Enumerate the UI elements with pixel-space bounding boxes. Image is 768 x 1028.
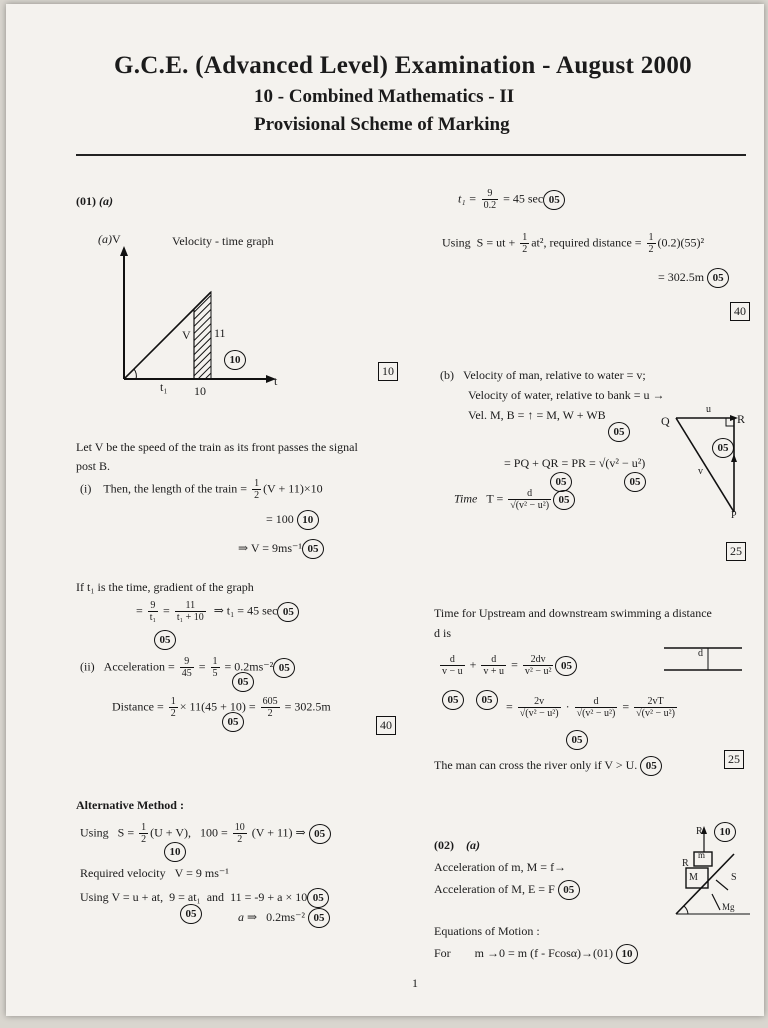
tri-u: u	[706, 404, 711, 415]
mark-dist: 05	[222, 712, 244, 732]
mark-acc2: 05	[232, 672, 254, 692]
upstream-text2: d is	[434, 626, 452, 640]
part-b-line2: Velocity of water, relative to bank = u →	[468, 388, 665, 402]
gradient-eq: = $\frac{9}{\text{t₁}}$ = $\frac{11}{\text{t₁ + 10}}$ ⇒ t₁ = 45 sec 05	[136, 600, 299, 623]
for-eq: For m →0 = m (f - Fcosα)→(01) 10	[434, 944, 638, 964]
mark-u2: 05	[180, 904, 202, 924]
fig-M: M	[689, 872, 698, 883]
tri-q: Q	[661, 414, 670, 428]
cross-condition: The man can cross the river only if V > U. 05	[434, 756, 662, 776]
velocity-triangle	[668, 412, 748, 522]
graph-t1-label: t₁	[160, 380, 168, 394]
part-b-line1: (b) Velocity of man, relative to water = v;	[440, 368, 646, 382]
acceleration: (ii) Acceleration = $\frac{9}{45}$ = $\frac{1}{5}$ = 0.2ms⁻² 05	[80, 656, 295, 679]
acc-m: Acceleration of m, M = f→	[434, 860, 567, 874]
a-result: a ⇒ 0.2ms⁻² 05	[238, 908, 330, 928]
box-mark-40-left: 40	[376, 716, 396, 735]
river-diagram	[662, 644, 746, 676]
box-mark-25b: 25	[724, 750, 744, 769]
box-mark-10: 10	[378, 362, 398, 381]
wedge-diagram	[664, 824, 754, 924]
eq-v: ⇒ V = 9ms⁻¹ 05	[238, 539, 324, 559]
alt-method-title: Alternative Method :	[76, 798, 184, 812]
mark-pq2: 05	[624, 472, 646, 492]
upstream-text1: Time for Upstream and downstream swimming a distance	[434, 606, 712, 620]
graph-title: Velocity - time graph	[172, 234, 274, 248]
part-i: (i) Then, the length of the train = $\frac{1}{2}$ (V + 11)×10	[80, 478, 323, 501]
using-s: Using S = ut + $\frac{1}{2}$ at², required distance = $\frac{1}{2}$ (0.2)(55)²	[442, 232, 705, 255]
header-scheme: Provisional Scheme of Marking	[254, 114, 510, 135]
t1-text: If t₁ is the time, gradient of the graph	[76, 580, 254, 594]
intro-line2: post B.	[76, 459, 111, 473]
graph-v-label: V	[182, 328, 191, 342]
eq-motion: Equations of Motion :	[434, 924, 540, 938]
tri-p: P	[731, 510, 737, 521]
mark-us3: 05	[476, 690, 498, 710]
graph-10-label: 10	[194, 384, 206, 398]
alt-using: Using S = $\frac{1}{2}$ (U + V), 100 = $\frac{10}{2}$ (V + 11) ⇒ 05	[80, 822, 331, 845]
acc-M: Acceleration of M, E = F 05	[434, 880, 580, 900]
part-b-line3: Vel. M, B = ↑ = M, W + WB	[468, 408, 606, 422]
mark-graph: 10	[224, 350, 246, 370]
eq-100: = 100 10	[266, 510, 319, 530]
intro-line1: Let V be the speed of the train as its front passes the signal	[76, 440, 358, 454]
mark-fig: 10	[714, 822, 736, 842]
box-mark-40-right: 40	[730, 302, 750, 321]
mark-tri: 05	[712, 438, 734, 458]
header-subject: 10 - Combined Mathematics - II	[254, 86, 515, 107]
fig-m: m	[698, 850, 706, 860]
upstream-eq: $\frac{d}{v - u}$ + $\frac{d}{v + u}$ = $\frac{2dv}{\text{v² − u²}}$ 05	[438, 654, 577, 677]
rd-result: = 302.5m 05	[658, 268, 729, 288]
fig-Mg: Mg	[722, 902, 735, 912]
tri-r: R	[737, 412, 746, 426]
header-rule	[76, 154, 746, 156]
distance: Distance = $\frac{1}{2}$ × 11(45 + 10) = $\frac{605}{2}$ = 302.5m	[112, 696, 331, 719]
mark-gradient: 05	[154, 630, 176, 650]
time-eq: Time T = $\frac{d}{\text{√(v² − u²)}}$ 05	[454, 488, 575, 511]
graph-11-label: 11	[214, 326, 226, 340]
upstream-eq2: = $\frac{2v}{\text{√(v² − u²)}}$ · $\frac{d}{\text{√(v² − u²)}}$ = $\frac{2vT}{\text{√(v² − u²)}}$	[506, 696, 675, 719]
mark-alt2: 10	[164, 842, 186, 862]
required-velocity: Required velocity V = 9 ms⁻¹	[80, 866, 229, 880]
pq-eq: = PQ + QR = PR = √(v² − u²)	[504, 456, 646, 470]
fig-R: R	[696, 826, 703, 837]
exam-page	[6, 4, 764, 1016]
fig-S: S	[731, 872, 737, 883]
box-mark-25a: 25	[726, 542, 746, 561]
velocity-time-graph	[106, 244, 286, 399]
mark-pq1: 05	[550, 472, 572, 492]
fig-R2: R	[682, 858, 689, 869]
q2-label: (02) (a)	[434, 838, 480, 852]
mark-us2: 05	[442, 690, 464, 710]
t1-eq: t₁ = $\frac{9}{0.2}$ = 45 sec 05	[458, 188, 565, 211]
mark-us4: 05	[566, 730, 588, 750]
page-number: 1	[412, 976, 418, 990]
mark-b1: 05	[608, 422, 630, 442]
q1-label: (01) (a)	[76, 194, 113, 208]
graph-t-label: t	[274, 374, 278, 388]
graph-axis-label: (a)V	[98, 232, 121, 246]
river-d: d	[698, 648, 703, 659]
tri-v: v	[698, 466, 703, 477]
using-v: Using V = u + at, 9 = at₁ and 11 = -9 + a × 10 05	[80, 888, 329, 908]
header-title: G.C.E. (Advanced Level) Examination - August 2000	[114, 52, 692, 79]
